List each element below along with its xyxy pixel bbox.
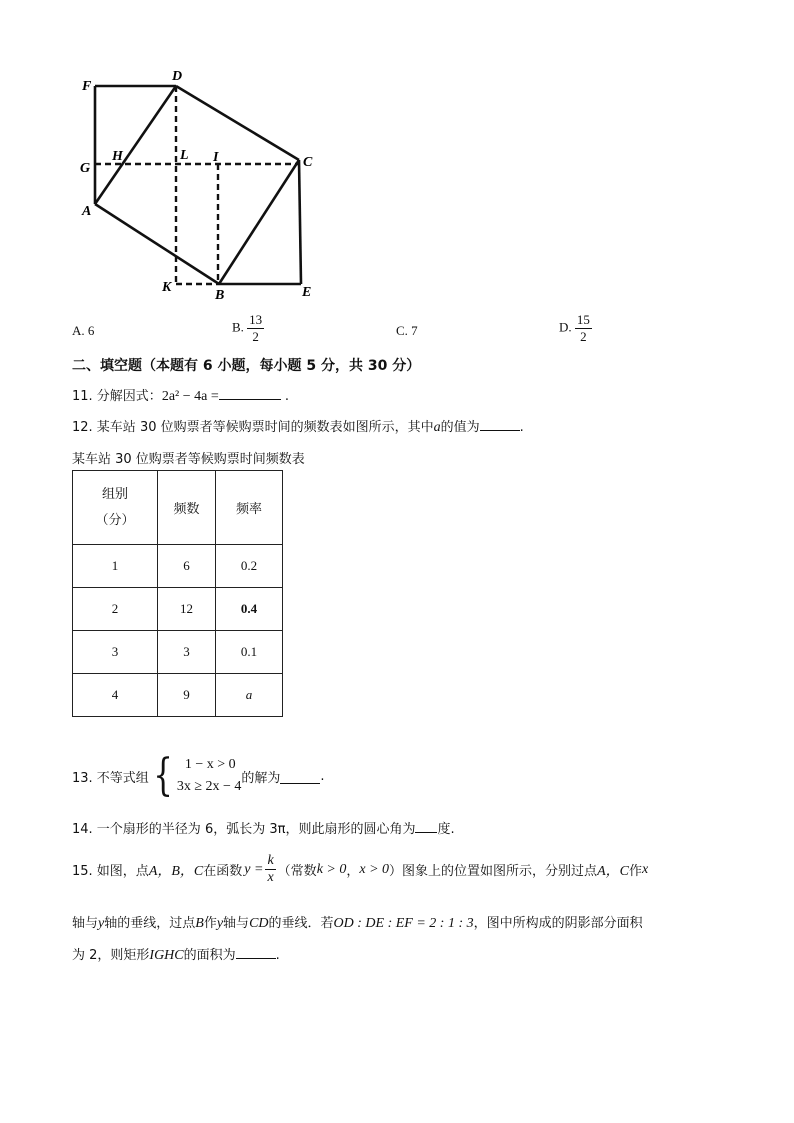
question-13: 13. 不等式组 { 1 − x > 0 3x ≥ 2x − 4 的解为 . xyxy=(72,750,325,801)
question-15-line-2: 轴与y轴的垂线，过点B作y轴与CD的垂线．若OD : DE : EF = 2 : 1 : 3，图中所构成的阴影部分面积 xyxy=(72,916,643,931)
fraction-13-2: $\frac{13}{2}$ xyxy=(249,312,263,344)
question-11: 11. 分解因式：2a² − 4a = . xyxy=(72,389,289,404)
geometry-figure xyxy=(70,60,340,310)
choice-a: A. 6 xyxy=(72,323,95,338)
fraction-15-2: $\frac{15}{2}$ xyxy=(576,312,590,344)
segment-CE xyxy=(299,160,301,284)
question-14: 14. 一个扇形的半径为 6，弧长为 3π，则此扇形的圆心角为 度. xyxy=(72,822,455,837)
label-B: B xyxy=(215,288,225,303)
segment-DC xyxy=(176,86,299,160)
answer-blank-12[interactable] xyxy=(480,430,520,431)
segment-BC xyxy=(219,160,299,284)
segment-AB xyxy=(95,204,219,284)
segment-DA xyxy=(95,86,176,204)
fraction-k-over-x: $\frac{k}{x}$ xyxy=(267,853,274,885)
label-A: A xyxy=(82,204,92,219)
choice-b: B. $\frac{13}{2}$ xyxy=(232,312,263,344)
answer-blank-11[interactable] xyxy=(219,399,281,400)
table-row: 4 9 a xyxy=(73,674,283,717)
answer-blank-15[interactable] xyxy=(236,958,276,959)
label-K: K xyxy=(162,280,172,295)
choice-c: C. 7 xyxy=(396,323,418,338)
table-caption: 某车站 30 位购票者等候购票时间频数表 xyxy=(72,452,305,467)
header-rate: 频率 xyxy=(216,471,283,545)
table-row: 1 6 0.2 xyxy=(73,545,283,588)
inequality-system: { 1 − x > 0 3x ≥ 2x − 4 xyxy=(153,750,242,801)
label-L: L xyxy=(180,148,189,163)
q11-expression: 2a² − 4a = xyxy=(161,389,219,404)
section-title: 二、填空题（本题有 6 小题，每小题 5 分，共 30 分） xyxy=(72,358,421,374)
label-C: C xyxy=(303,155,313,170)
label-I: I xyxy=(213,150,219,165)
label-E: E xyxy=(302,285,312,300)
choice-d: D. $\frac{15}{2}$ xyxy=(559,312,590,344)
table-header-row xyxy=(73,471,283,545)
table-row: 3 3 0.1 xyxy=(73,631,283,674)
header-frequency: 频数 xyxy=(158,471,216,545)
answer-blank-14[interactable] xyxy=(415,832,437,833)
label-G: G xyxy=(80,161,91,176)
header-group: 组别 （分） xyxy=(73,471,158,545)
label-D: D xyxy=(172,69,183,84)
table-row: 2 12 0.4 xyxy=(73,588,283,631)
answer-blank-13[interactable] xyxy=(280,769,320,784)
question-15-line-1: 15. 如图，点 A，B，C 在函数 y = $\frac{k}{x}$ （常数 k > 0 ， x > 0 ）图象上的位置如图所示，分别过点 A，C 作 x xyxy=(72,853,649,885)
label-H: H xyxy=(112,149,123,164)
label-F: F xyxy=(82,79,92,94)
question-12: 12. 某车站 30 位购票者等候购票时间的频数表如图所示，其中a的值为 . xyxy=(72,420,524,435)
frequency-table xyxy=(72,470,283,717)
question-15-line-3: 为 2，则矩形IGHC的面积为 . xyxy=(72,948,280,963)
